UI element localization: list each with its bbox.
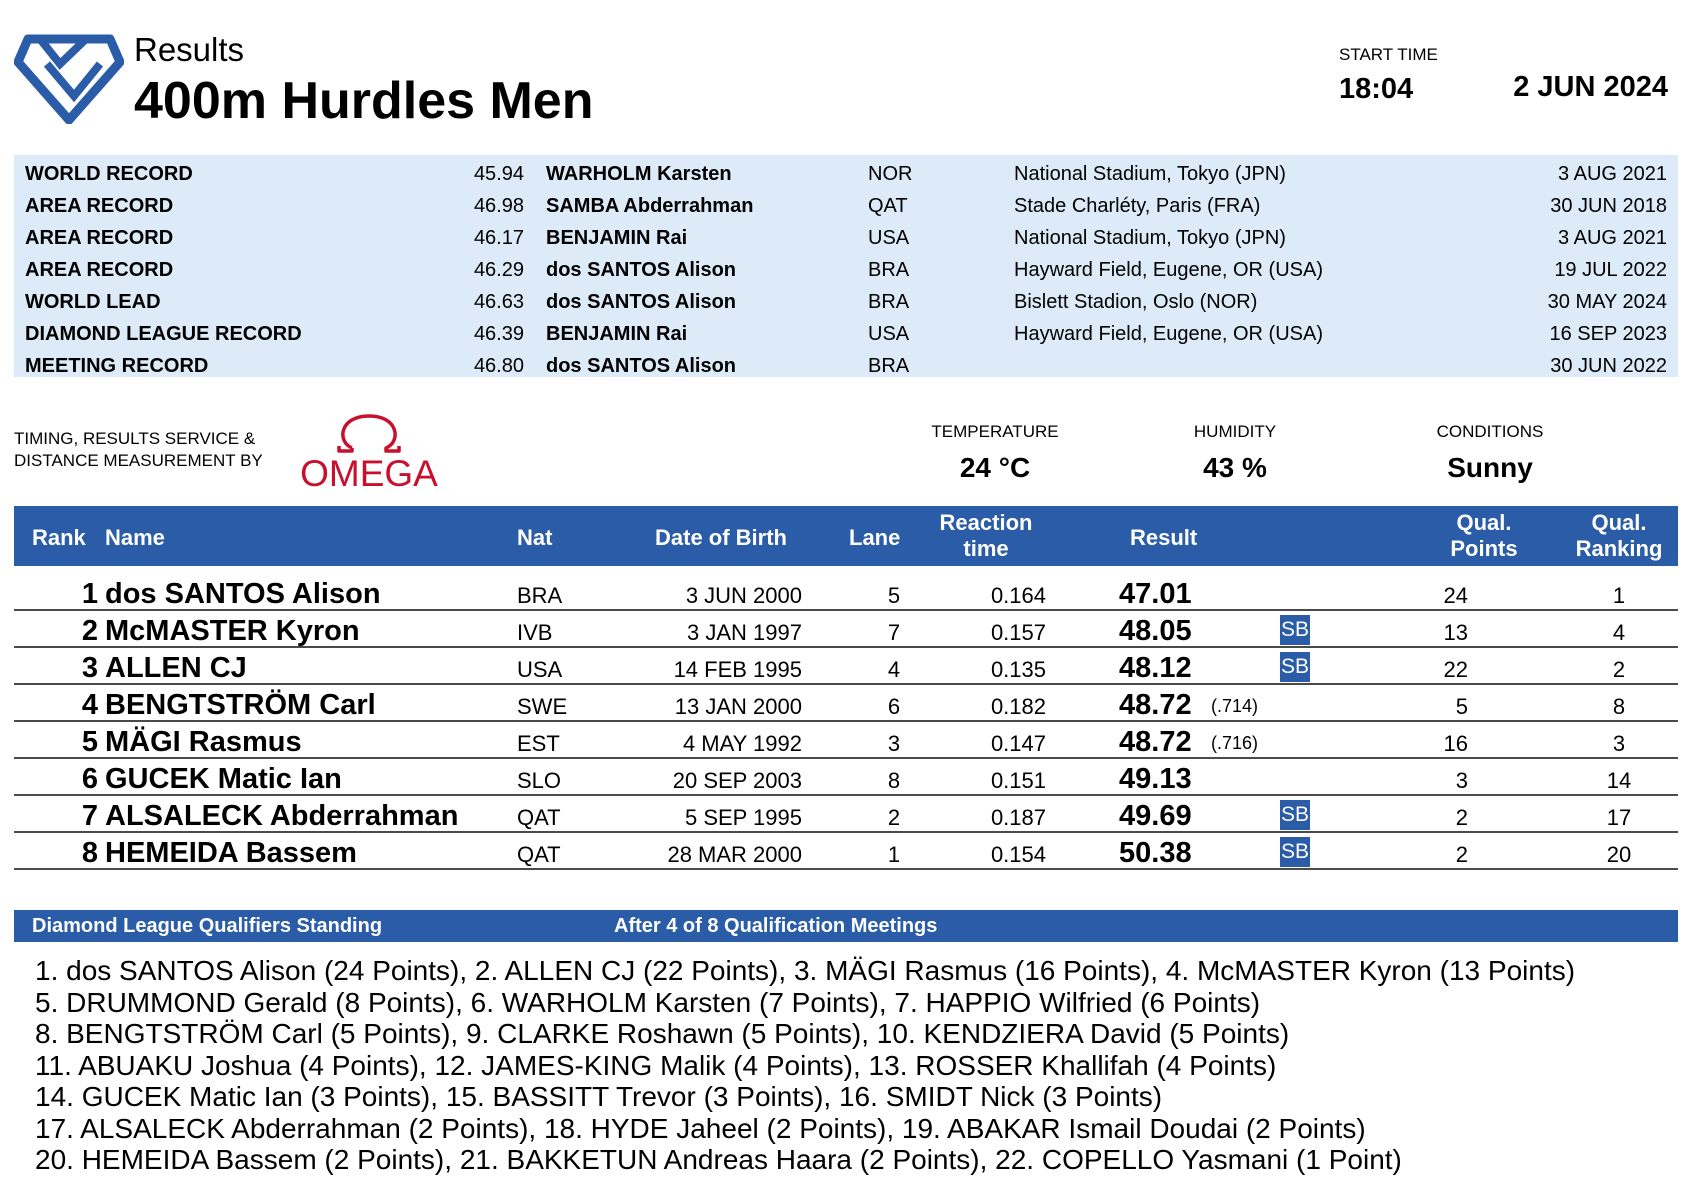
athlete-dob: 5 SEP 1995 [684,805,802,830]
start-time: 18:04 [1339,73,1414,105]
record-holder: WARHOLM Karsten [546,163,732,185]
record-mark: 45.94 [473,163,524,185]
record-type: AREA RECORD [25,195,174,217]
standings-title: Diamond League Qualifiers Standing [32,915,383,937]
record-date: 16 SEP 2023 [1549,323,1667,345]
athlete-result: 48.12 [1119,652,1192,684]
athlete-nat: SLO [517,768,562,793]
athlete-qual-ranking: 14 [1606,768,1632,793]
page-title: 400m Hurdles Men [134,72,594,130]
athlete-rank: 6 [81,763,98,795]
record-type: MEETING RECORD [25,355,209,377]
table-row [14,722,1678,759]
record-holder: BENJAMIN Rai [546,227,688,249]
record-mark: 46.80 [473,355,524,377]
season-best-badge: SB [1280,615,1310,645]
athlete-reaction: 0.182 [990,694,1046,719]
humidity-value: 43 % [1203,452,1267,483]
record-mark: 46.29 [473,259,524,281]
record-row [14,254,1678,286]
records-table [14,155,1678,377]
standings-line: 17. ALSALECK Abderrahman (2 Points), 18. HYDE Jaheel (2 Points), 19. ABAKAR Ismail Doudai (2 Points) [35,1112,1366,1144]
standings-line: 1. dos SANTOS Alison (24 Points), 2. ALLEN CJ (22 Points), 3. MÄGI Rasmus (16 Points), 4. McMASTER Kyron (13 Points) [35,955,1576,986]
event-date: 2 JUN 2024 [1513,71,1668,103]
athlete-qual-ranking: 2 [1612,657,1626,682]
record-row [14,350,1678,382]
omega-logo-icon [287,410,452,490]
athlete-dob: 13 JAN 2000 [674,694,802,719]
standings-line: 14. GUCEK Matic Ian (3 Points), 15. BASSITT Trevor (3 Points), 16. SMIDT Nick (3 Points) [35,1081,1163,1112]
athlete-qual-points: 2 [1455,805,1468,830]
record-holder: SAMBA Abderrahman [546,195,754,217]
record-nat: BRA [868,291,910,313]
record-mark: 46.17 [473,227,524,249]
record-holder: BENJAMIN Rai [546,323,688,345]
athlete-lane: 1 [887,842,901,867]
record-date: 30 JUN 2022 [1550,355,1667,377]
record-type: DIAMOND LEAGUE RECORD [25,323,302,345]
result-precision-note: (.714) [1211,696,1259,716]
record-nat: BRA [868,259,910,281]
record-holder: dos SANTOS Alison [546,291,737,313]
athlete-result: 48.72 [1119,726,1192,758]
record-venue: National Stadium, Tokyo (JPN) [1014,227,1286,249]
results-table-body [14,574,1678,870]
record-type: WORLD LEAD [25,291,161,313]
standings-subtitle: After 4 of 8 Qualification Meetings [614,915,938,937]
athlete-qual-ranking: 4 [1612,620,1626,645]
record-date: 30 MAY 2024 [1547,291,1667,313]
record-venue: Hayward Field, Eugene, OR (USA) [1014,323,1324,345]
record-venue: Hayward Field, Eugene, OR (USA) [1014,259,1324,281]
standings-list [35,955,1675,1176]
standings-line: 5. DRUMMOND Gerald (8 Points), 6. WARHOLM Karsten (7 Points), 7. HAPPIO Wilfried (6 Points) [35,986,1261,1018]
record-holder: dos SANTOS Alison [546,259,737,281]
athlete-nat: SWE [517,694,568,719]
athlete-nat: EST [517,731,560,756]
record-venue: National Stadium, Tokyo (JPN) [1014,163,1286,185]
athlete-rank: 3 [81,652,98,684]
record-date: 19 JUL 2022 [1554,259,1667,281]
season-best-badge: SB [1280,652,1310,682]
record-nat: BRA [868,355,910,377]
athlete-nat: QAT [517,805,561,830]
athlete-dob: 3 JAN 1997 [687,620,802,645]
athlete-name: ALLEN CJ [105,652,247,684]
athlete-reaction: 0.154 [990,842,1046,867]
record-mark: 46.63 [473,291,524,313]
start-time-label: START TIME [1339,45,1438,64]
athlete-qual-ranking: 8 [1612,694,1626,719]
record-type: WORLD RECORD [25,163,193,185]
header-nat: Nat [517,525,553,550]
athlete-qual-points: 22 [1443,657,1468,682]
athlete-name: MÄGI Rasmus [105,726,302,758]
header-qual-points-line2: Points [1450,536,1518,561]
table-row [14,574,1678,611]
athlete-dob: 14 FEB 1995 [673,657,802,682]
record-date: 3 AUG 2021 [1558,227,1667,249]
athlete-name: ALSALECK Abderrahman [105,800,459,832]
table-row [14,685,1678,722]
athlete-qual-points: 3 [1455,768,1468,793]
humidity-label: HUMIDITY [1193,422,1277,441]
header-qual-points-line1: Qual. [1456,510,1512,535]
result-precision-note: (.716) [1211,733,1259,753]
table-row [14,759,1678,796]
header-name: Name [105,525,165,550]
athlete-rank: 4 [81,689,98,721]
athlete-result: 50.38 [1119,837,1192,869]
athlete-lane: 7 [887,620,901,645]
record-row [14,222,1678,254]
athlete-rank: 7 [81,800,98,832]
temperature-block [920,421,1070,488]
athlete-rank: 1 [81,578,98,610]
athlete-nat: IVB [517,620,553,645]
record-row [14,158,1678,190]
temperature-value: 24 °C [959,452,1031,483]
header-qual-ranking-line1: Qual. [1591,510,1647,535]
athlete-rank: 8 [81,837,98,869]
athlete-reaction: 0.187 [990,805,1046,830]
athlete-qual-ranking: 3 [1612,731,1626,756]
table-row [14,833,1678,870]
athlete-qual-points: 2 [1455,842,1468,867]
athlete-rank: 2 [81,615,98,647]
standings-line: 11. ABUAKU Joshua (4 Points), 12. JAMES-KING Malik (4 Points), 13. ROSSER Khallifah (4 Points) [35,1049,1277,1081]
athlete-name: HEMEIDA Bassem [105,837,357,869]
record-mark: 46.39 [473,323,524,345]
athlete-nat: QAT [517,842,561,867]
athlete-reaction: 0.164 [990,583,1046,608]
table-row [14,611,1678,648]
header-reaction-line1: Reaction [939,510,1033,535]
record-venue: Bislett Stadion, Oslo (NOR) [1014,291,1258,313]
record-row [14,286,1678,318]
athlete-name: McMASTER Kyron [105,615,360,647]
athlete-nat: BRA [517,583,563,608]
athlete-name: GUCEK Matic Ian [105,763,342,795]
standings-line: 8. BENGTSTRÖM Carl (5 Points), 9. CLARKE Roshawn (5 Points), 10. KENDZIERA David (5 Points) [35,1018,1290,1049]
athlete-lane: 2 [887,805,901,830]
record-nat: USA [868,323,910,345]
athlete-lane: 6 [887,694,901,719]
athlete-result: 49.69 [1119,800,1192,832]
timing-label-line1: TIMING, RESULTS SERVICE & [14,429,256,448]
humidity-block [1160,421,1310,488]
athlete-qual-ranking: 17 [1606,805,1632,830]
header-result: Result [1130,525,1198,550]
athlete-reaction: 0.147 [990,731,1046,756]
record-row [14,318,1678,350]
athlete-reaction: 0.135 [990,657,1046,682]
athlete-name: BENGTSTRÖM Carl [105,689,376,721]
record-type: AREA RECORD [25,259,174,281]
record-type: AREA RECORD [25,227,174,249]
athlete-nat: USA [517,657,563,682]
athlete-lane: 5 [887,583,901,608]
conditions-block [1415,421,1565,488]
athlete-qual-points: 24 [1443,583,1468,608]
athlete-reaction: 0.151 [990,768,1046,793]
athlete-dob: 28 MAR 2000 [667,842,802,867]
athlete-lane: 4 [887,657,901,682]
header-dob: Date of Birth [655,525,787,550]
record-venue: Stade Charléty, Paris (FRA) [1014,195,1261,217]
athlete-dob: 3 JUN 2000 [685,583,802,608]
season-best-badge: SB [1280,800,1310,830]
athlete-lane: 3 [887,731,901,756]
athlete-qual-points: 13 [1443,620,1468,645]
results-table-header [14,506,1678,566]
diamond-league-icon [14,34,124,124]
table-row [14,796,1678,833]
athlete-lane: 8 [887,768,901,793]
record-nat: USA [868,227,910,249]
record-holder: dos SANTOS Alison [546,355,737,377]
record-mark: 46.98 [473,195,524,217]
header-reaction-line2: time [963,536,1009,561]
record-date: 3 AUG 2021 [1558,163,1667,185]
timing-label-line2: DISTANCE MEASUREMENT BY [14,451,263,470]
header-reaction [926,510,1046,562]
athlete-qual-points: 16 [1443,731,1468,756]
standings-header [14,910,1678,942]
record-nat: QAT [868,195,908,217]
conditions-label: CONDITIONS [1436,422,1544,441]
athlete-rank: 5 [81,726,98,758]
athlete-reaction: 0.157 [990,620,1046,645]
page-subtitle: Results [134,31,245,68]
standings-line: 20. HEMEIDA Bassem (2 Points), 21. BAKKETUN Andreas Haara (2 Points), 22. COPELLO Yasmani (1 Point) [35,1144,1402,1175]
athlete-name: dos SANTOS Alison [105,578,381,610]
timing-sponsor-label [14,428,274,472]
athlete-result: 49.13 [1119,763,1192,795]
record-nat: NOR [868,163,913,185]
record-date: 30 JUN 2018 [1550,195,1667,217]
athlete-result: 48.05 [1119,615,1192,647]
conditions-value: Sunny [1447,452,1533,483]
header-lane: Lane [849,525,901,550]
athlete-dob: 20 SEP 2003 [672,768,802,793]
athlete-qual-ranking: 20 [1606,842,1632,867]
athlete-dob: 4 MAY 1992 [682,731,802,756]
record-row [14,190,1678,222]
athlete-result: 48.72 [1119,689,1192,721]
athlete-qual-points: 5 [1455,694,1468,719]
table-row [14,648,1678,685]
temperature-label: TEMPERATURE [931,422,1059,441]
header-qual-ranking [1564,510,1674,562]
athlete-qual-ranking: 1 [1612,583,1626,608]
header-rank: Rank [32,525,86,550]
header-qual-ranking-line2: Ranking [1575,536,1663,561]
omega-brand-text: OMEGA [300,453,438,490]
header-qual-points [1434,510,1534,562]
season-best-badge: SB [1280,837,1310,867]
athlete-result: 47.01 [1119,578,1192,610]
